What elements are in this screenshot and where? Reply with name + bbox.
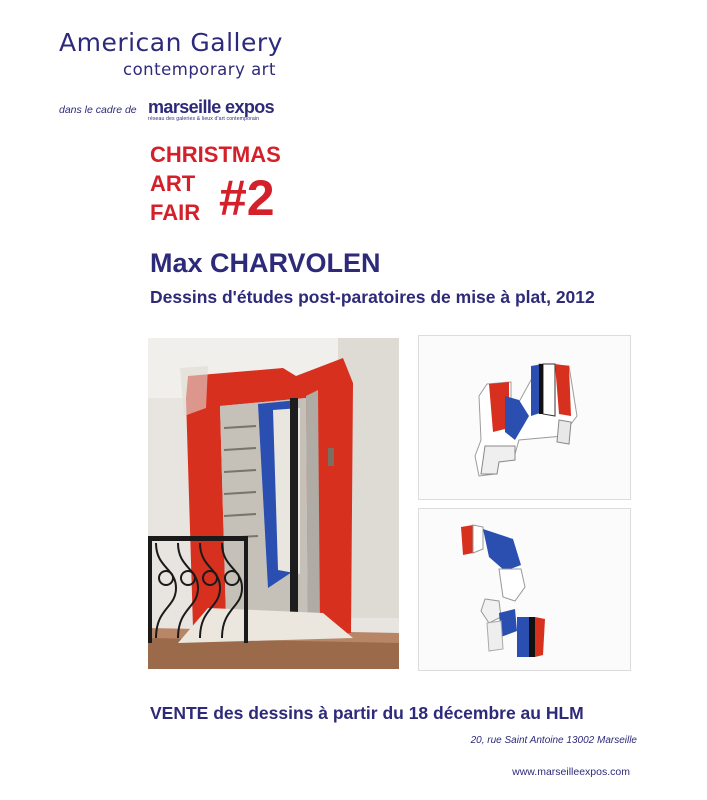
artist-name: Max CHARVOLEN [150, 248, 381, 278]
drawing-two [418, 508, 631, 671]
partner-prefix: dans le cadre de [59, 104, 137, 116]
event-title-line-1: CHRISTMAS [150, 142, 281, 167]
event-number: #2 [219, 170, 275, 226]
drawing-one [418, 335, 631, 500]
doorway-photo [148, 338, 399, 669]
event-title-line-3: FAIR [150, 200, 201, 225]
drawing-one-illustration [419, 336, 630, 499]
drawing-two-illustration [419, 509, 630, 670]
marseille-expos-logo [148, 98, 274, 122]
doorway-illustration [148, 338, 399, 669]
gallery-name: American Gallery [59, 28, 283, 57]
brand-name: marseille expos [148, 97, 275, 117]
event-title-line-2: ART [150, 171, 196, 196]
sale-announcement: VENTE des dessins à partir du 18 décembre au HLM [150, 703, 584, 723]
gallery-subtitle: contemporary art [123, 60, 276, 79]
gallery-address: 20, rue Saint Antoine 13002 Marseille [470, 735, 637, 746]
website-link[interactable]: www.marseilleexpos.com [512, 766, 630, 778]
brand-tagline: réseau des galeries & lieux d'art contemporain [148, 116, 260, 122]
exhibition-title: Dessins d'études post-paratoires de mise à plat, 2012 [150, 287, 595, 307]
